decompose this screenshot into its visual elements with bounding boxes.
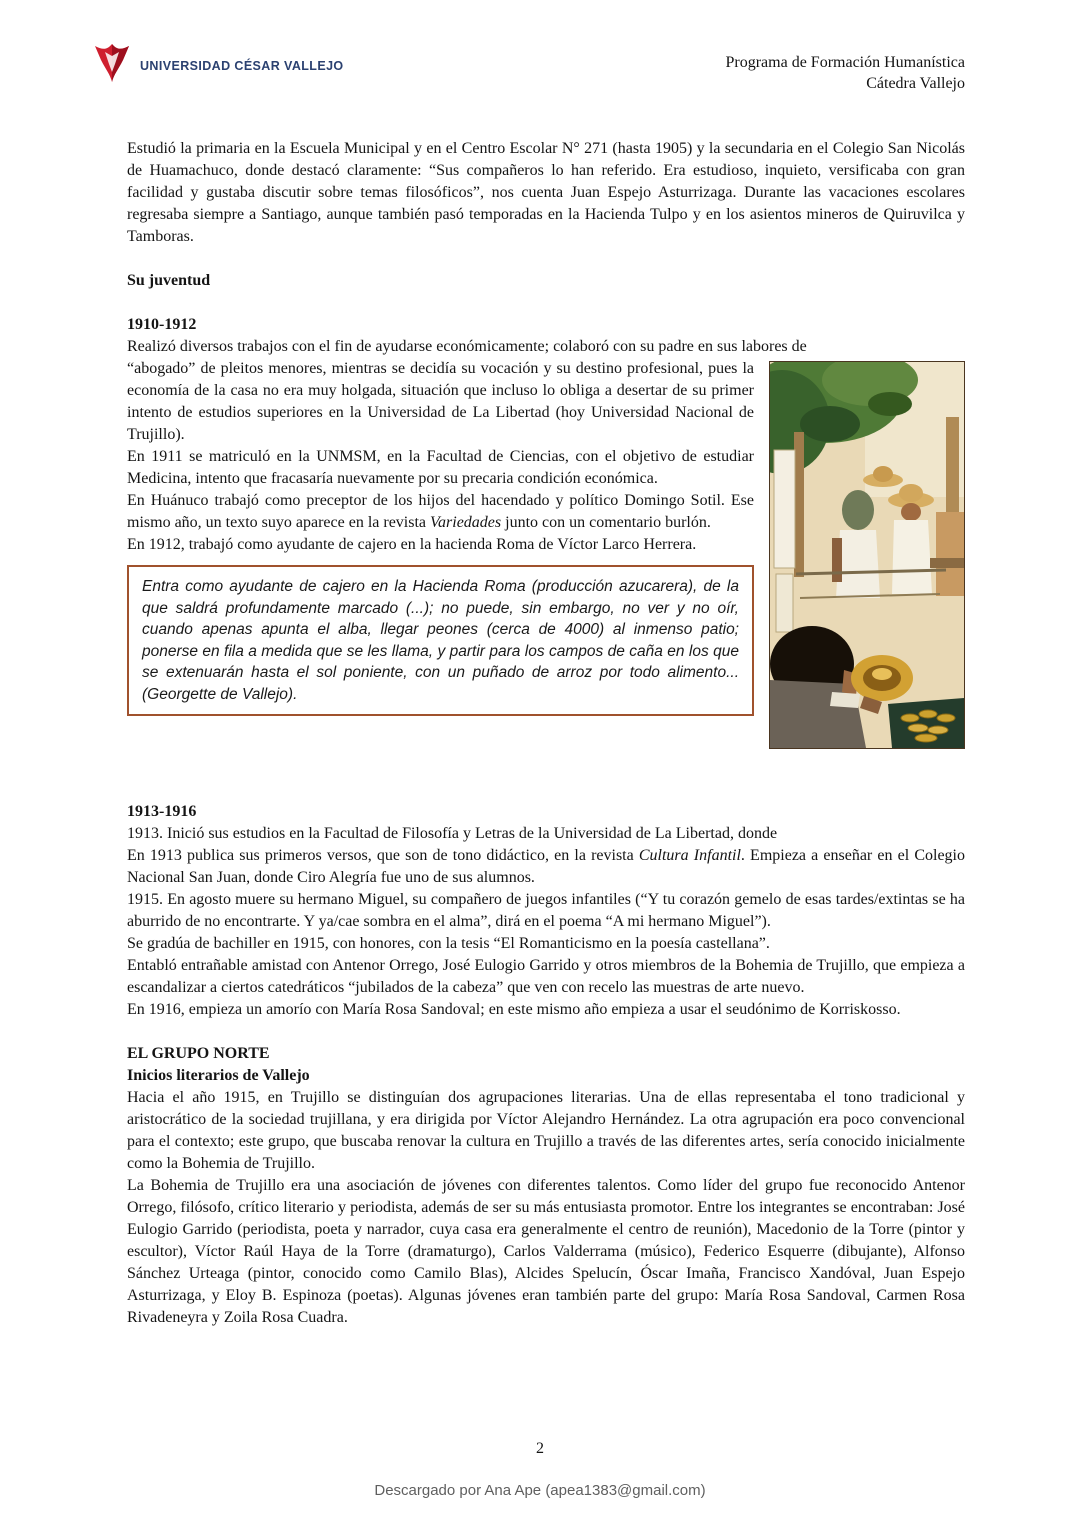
paragraph-1913-2-end: . Empieza a enseñar en el Colegio Nacional San Juan, donde Ciro Alegría fue uno de sus alumnos.	[127, 847, 965, 886]
university-logo-text: UNIVERSIDAD CÉSAR VALLEJO	[140, 58, 344, 73]
hacienda-painting-graphic	[770, 362, 964, 748]
paragraph-grupo-norte-1: Hacia el año 1915, en Trujillo se distinguían dos agrupaciones literarias. Una de ellas representaba el tono tradicional y aristocrático de la sociedad trujillana, y era dirigida por Víctor Alejandro Hernández. La otra agrupación era poco convencional para el contexto; este grupo, que buscaba renovar la cultura en Trujillo a través de las diferentes artes, sería conocido inicialmente como la Bohemia de Trujillo.	[127, 1089, 965, 1172]
university-logo	[93, 40, 344, 91]
page-header	[93, 40, 965, 94]
catedra-title: Cátedra Vallejo	[866, 75, 965, 92]
section-grupo-norte	[127, 1043, 965, 1329]
header-course-info	[726, 52, 966, 94]
paragraph-1910-1: “abogado” de pleitos menores, mientras se decidía su vocación y su destino profesional, pues la economía de la casa no era muy holgada, situación que incluso lo obliga a desertar de su primer intento de estudios superiores en la Universidad de La Libertad (hoy Universidad Nacional de Trujillo).	[127, 360, 754, 443]
paragraph-1913-1: 1913. Inició sus estudios en la Facultad de Filosofía y Letras de la Universidad de La Libertad, donde	[127, 825, 778, 842]
paragraph-grupo-norte-2: La Bohemia de Trujillo era una asociación de jóvenes con diferentes talentos. Como líder del grupo fue reconocido Antenor Orrego, filósofo, crítico literario y periodista, además de ser su más entusiasta promotor. Entre los integrantes se encontraban: José Eulogio Garrido (periodista, poeta y narrador, cuya casa era generalmente el centro de reunión), Macedonio de la Torre (pintor y escultor), Víctor Raúl Haya de la Torre (dramaturgo), Carlos Valderrama (músico), Federico Esquerre (dibujante), Alfonso Sánchez Urteaga (pintor, conocido como Camilo Blas), Alcides Spelucín, Óscar Imaña, Francisco Xandóval, Juan Espejo Asturrizaga, y Eloy B. Espinoza (poetas). Algunas jóvenes eran también parte del grupo: María Rosa Sandoval, Carmen Rosa Rivadeneyra y Zoila Rosa Cuadra.	[127, 1177, 965, 1326]
heading-su-juventud: Su juventud	[127, 272, 211, 289]
paragraph-huanuco-text: En Huánuco trabajó como preceptor de los hijos del hacendado y político Domingo Sotil. Ese mismo año, un texto suyo aparece en la revista	[127, 492, 754, 531]
paragraph-huanuco-end: junto con un comentario burlón.	[501, 514, 711, 531]
paragraph-bachiller: Se gradúa de bachiller en 1915, con honores, con la tesis “El Romanticismo en la poesía castellana”.	[127, 935, 770, 952]
paragraph-1913-2-text: En 1913 publica sus primeros versos, que son de tono didáctico, en la revista	[127, 847, 639, 864]
revista-cultura-infantil-italic: Cultura Infantil	[638, 847, 741, 864]
paragraph-bohemia-amistad: Entabló entrañable amistad con Antenor Orrego, José Eulogio Garrido y otros miembros de la Bohemia de Trujillo, que empieza a escandalizar a ciertos catedráticos “jubilados de la cabeza” que ven con recelo las muestras de arte nuevo.	[127, 957, 965, 996]
heading-1910-1912: 1910-1912	[127, 316, 197, 333]
subheading-inicios-literarios: Inicios literarios de Vallejo	[127, 1067, 310, 1084]
heading-1913-1916: 1913-1916	[127, 803, 197, 820]
section-1910-body	[127, 358, 965, 716]
heading-grupo-norte: EL GRUPO NORTE	[127, 1045, 270, 1062]
download-note: Descargado por Ana Ape (apea1383@gmail.com)	[374, 1482, 706, 1499]
paragraph-1913-2	[127, 845, 965, 889]
paragraph-1911: En 1911 se matriculó en la UNMSM, en la Facultad de Ciencias, con el objetivo de estudiar Medicina, intento que fracasaría nuevamente por su precaria condición económica.	[127, 448, 754, 487]
paragraph-1916: En 1916, empieza un amorío con María Rosa Sandoval; en este mismo año empieza a usar el seudónimo de Korriskosso.	[127, 1001, 901, 1018]
hacienda-roma-illustration	[769, 361, 965, 749]
revista-variedades-italic: Variedades	[430, 514, 502, 531]
paragraph-1910-lead: Realizó diversos trabajos con el fin de ayudarse económicamente; colaboró con su padre en sus labores de	[127, 338, 807, 355]
ucv-logo-icon	[93, 40, 131, 91]
paragraph-1912: En 1912, trabajó como ayudante de cajero en la hacienda Roma de Víctor Larco Herrera.	[127, 536, 697, 553]
section-1913-1916	[127, 801, 965, 1021]
georgette-quote-box: Entra como ayudante de cajero en la Hacienda Roma (producción azucarera), de la que saldrá profundamente marcado (...); no puede, sin embargo, no ver y no oír, cuando apenas apunta el alba, llegar peones (cerca de 4000) al inmenso patio; ponerse en fila a medida que se les llama, y partir para los campos de caña en los que se extenuarán hasta el sol poniente, con un puñado de arroz por todo alimento... (Georgette de Vallejo).	[127, 565, 754, 716]
paragraph-1915: 1915. En agosto muere su hermano Miguel, su compañero de juegos infantiles (“Y tu corazón gemelo de esas tardes/extintas se ha aburrido de no encontrarte. Y ya/cae sombra en el alma”, dirá en el poema “A mi hermano Miguel”).	[127, 891, 965, 930]
intro-paragraph: Estudió la primaria en la Escuela Municipal y en el Centro Escolar N° 271 (hasta 1905) y la secundaria en el Colegio San Nicolás de Huamachuco, donde destacó claramente: “Sus compañeros lo han referido. Era estudioso, inquieto, versificaba con gran facilidad y gustaba discutir sobre temas filosóficos”, nos cuenta Juan Espejo Asturrizaga. Durante las vacaciones escolares regresaba siempre a Santiago, aunque también pasó temporadas en la Hacienda Tulpo y en los asientos mineros de Quiruvilca y Tamboras.	[127, 140, 965, 245]
program-title: Programa de Formación Humanística	[725, 54, 965, 71]
page-number: 2	[536, 1440, 544, 1457]
